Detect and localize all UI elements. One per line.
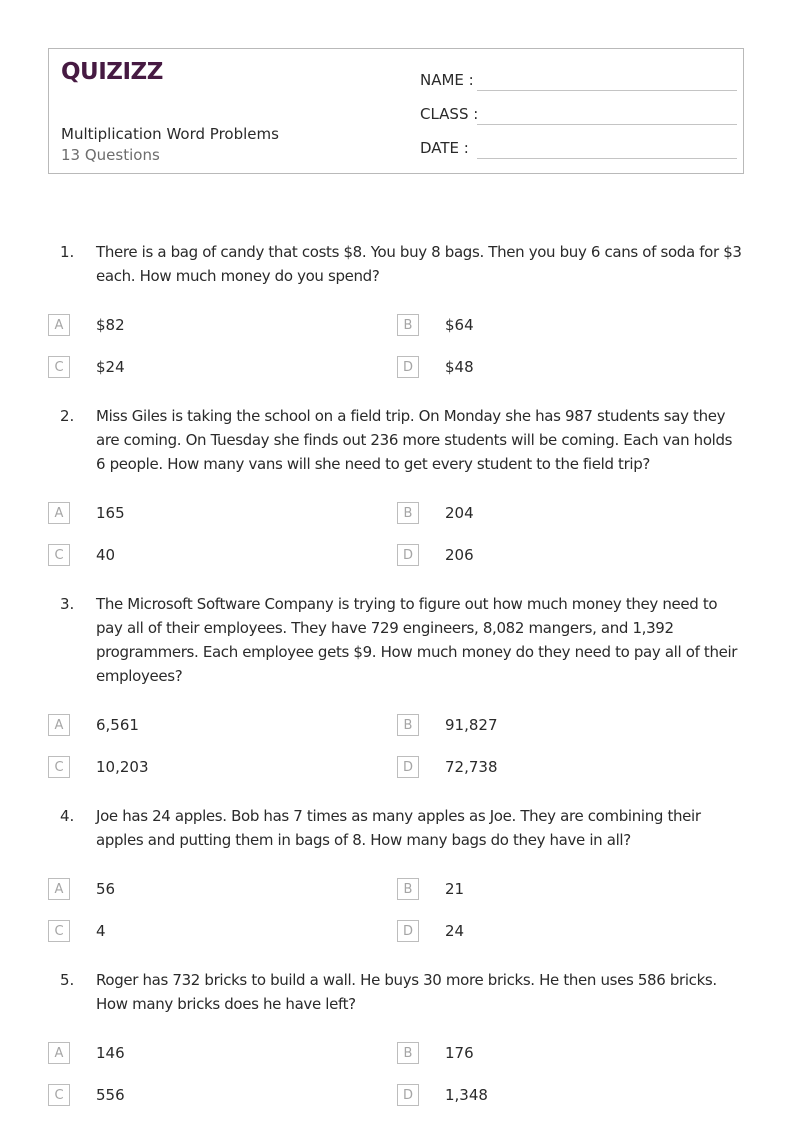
option-c[interactable] xyxy=(48,920,348,944)
name-line[interactable] xyxy=(477,90,737,91)
option-letter-box: D xyxy=(397,756,419,778)
option-a[interactable] xyxy=(48,502,348,526)
quizizz-logo: QUIZIZZ xyxy=(61,59,163,85)
option-value: 4 xyxy=(96,922,106,940)
date-label: DATE : xyxy=(420,139,469,157)
option-letter-box: A xyxy=(48,1042,70,1064)
option-d[interactable] xyxy=(397,920,697,944)
option-value: $64 xyxy=(445,316,474,334)
class-line[interactable] xyxy=(477,124,737,125)
name-field[interactable] xyxy=(420,67,735,91)
option-a[interactable] xyxy=(48,878,348,902)
option-value: $48 xyxy=(445,358,474,376)
option-value: 204 xyxy=(445,504,474,522)
option-d[interactable] xyxy=(397,544,697,568)
option-b[interactable] xyxy=(397,714,697,738)
option-letter-box: A xyxy=(48,502,70,524)
option-letter-box: D xyxy=(397,920,419,942)
class-label: CLASS : xyxy=(420,105,479,123)
option-d[interactable] xyxy=(397,1084,697,1108)
option-letter-box: C xyxy=(48,544,70,566)
question-number: 4. xyxy=(60,807,75,825)
option-value: 56 xyxy=(96,880,116,898)
option-c[interactable] xyxy=(48,356,348,380)
option-letter-box: C xyxy=(48,356,70,378)
class-field[interactable] xyxy=(420,101,735,125)
option-letter-box: B xyxy=(397,878,419,900)
option-value: 24 xyxy=(445,922,465,940)
option-value: 10,203 xyxy=(96,758,149,776)
option-a[interactable] xyxy=(48,714,348,738)
option-b[interactable] xyxy=(397,314,697,338)
date-line[interactable] xyxy=(477,158,737,159)
option-a[interactable] xyxy=(48,314,348,338)
option-letter-box: A xyxy=(48,714,70,736)
worksheet-title: Multiplication Word Problems xyxy=(61,125,279,143)
option-c[interactable] xyxy=(48,544,348,568)
option-d[interactable] xyxy=(397,356,697,380)
option-b[interactable] xyxy=(397,878,697,902)
option-d[interactable] xyxy=(397,756,697,780)
option-a[interactable] xyxy=(48,1042,348,1066)
option-letter-box: D xyxy=(397,1084,419,1106)
option-value: 91,827 xyxy=(445,716,498,734)
question-number: 5. xyxy=(60,971,75,989)
option-value: 1,348 xyxy=(445,1086,488,1104)
option-value: 176 xyxy=(445,1044,474,1062)
question-text: Roger has 732 bricks to build a wall. He buys 30 more bricks. He then uses 586 bricks. How many bricks does he have left? xyxy=(96,971,717,1013)
option-value: 72,738 xyxy=(445,758,498,776)
question-number: 3. xyxy=(60,595,75,613)
option-value: 206 xyxy=(445,546,474,564)
option-value: 146 xyxy=(96,1044,125,1062)
option-letter-box: A xyxy=(48,314,70,336)
worksheet-header xyxy=(48,48,744,174)
question-text: Joe has 24 apples. Bob has 7 times as many apples as Joe. They are combining their apples and putting them in bags of 8. How many bags do they have in all? xyxy=(96,807,701,849)
option-value: $24 xyxy=(96,358,125,376)
option-letter-box: C xyxy=(48,1084,70,1106)
option-letter-box: B xyxy=(397,314,419,336)
question-count: 13 Questions xyxy=(61,146,160,164)
date-field[interactable] xyxy=(420,135,735,159)
option-b[interactable] xyxy=(397,502,697,526)
question-number: 1. xyxy=(60,243,75,261)
option-value: $82 xyxy=(96,316,125,334)
name-label: NAME : xyxy=(420,71,474,89)
option-value: 556 xyxy=(96,1086,125,1104)
option-letter-box: B xyxy=(397,1042,419,1064)
option-c[interactable] xyxy=(48,756,348,780)
question-text: The Microsoft Software Company is trying to figure out how much money they need to pay all of their employees. They have 729 engineers, 8,082 mangers, and 1,392 programmers. Each employee gets $9. How much money do they need to pay all of their employees? xyxy=(96,595,738,685)
option-letter-box: C xyxy=(48,756,70,778)
option-value: 165 xyxy=(96,504,125,522)
option-b[interactable] xyxy=(397,1042,697,1066)
option-letter-box: D xyxy=(397,544,419,566)
question-text: Miss Giles is taking the school on a field trip. On Monday she has 987 students say they are coming. On Tuesday she finds out 236 more students will be coming. Each van holds 6 people. How many vans will she need to get every student to the field trip? xyxy=(96,407,733,473)
option-value: 6,561 xyxy=(96,716,139,734)
option-letter-box: D xyxy=(397,356,419,378)
option-value: 40 xyxy=(96,546,116,564)
option-letter-box: B xyxy=(397,714,419,736)
question-text: There is a bag of candy that costs $8. You buy 8 bags. Then you buy 6 cans of soda for $3 each. How much money do you spend? xyxy=(96,243,742,285)
option-value: 21 xyxy=(445,880,465,898)
option-letter-box: C xyxy=(48,920,70,942)
question-number: 2. xyxy=(60,407,75,425)
option-c[interactable] xyxy=(48,1084,348,1108)
option-letter-box: B xyxy=(397,502,419,524)
option-letter-box: A xyxy=(48,878,70,900)
